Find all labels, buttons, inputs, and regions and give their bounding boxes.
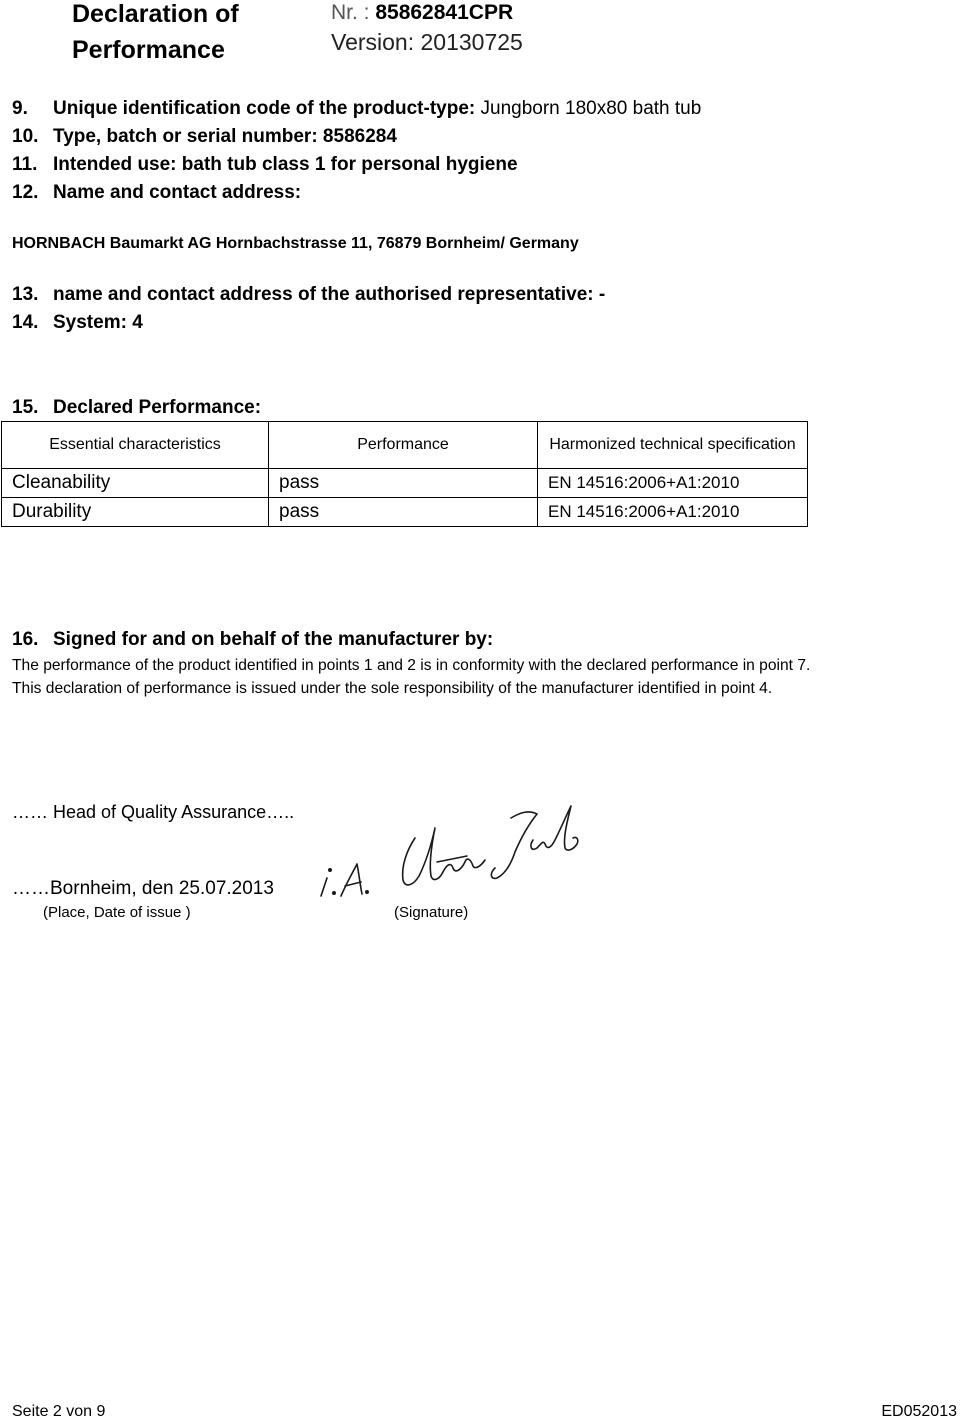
table-cell: EN 14516:2006+A1:2010 [538,469,808,498]
item-10-number: 10. [12,126,39,147]
table-cell: EN 14516:2006+A1:2010 [538,498,808,527]
table-header-cell: Harmonized technical specification [538,422,808,469]
item-15 [12,396,261,420]
document-version: Version: 20130725 [331,29,523,55]
document-title-line2: Performance [72,36,225,64]
signature-caption: (Signature) [394,904,469,921]
signatory-role: …… Head of Quality Assurance….. [12,802,295,822]
table-row [2,498,808,527]
item-16-number: 16. [12,629,39,650]
item-12-label: Name and contact address: [53,182,302,203]
item-14 [12,311,143,335]
place-and-date: ……Bornheim, den 25.07.2013 [12,878,274,899]
performance-table [1,421,808,527]
table-row [2,469,808,498]
conformity-paragraph: The performance of the product identified in points 1 and 2 is in conformity with the declared performance in point 7. [12,657,811,674]
item-11 [12,153,518,177]
document-number-prefix: Nr. : [331,1,376,24]
item-9-number: 9. [12,98,28,119]
item-16-label: Signed for and on behalf of the manufacturer by: [53,629,494,650]
item-11-label: Intended use: bath tub class 1 for personal hygiene [53,154,518,175]
table-header-cell: Essential characteristics [2,422,269,469]
item-14-number: 14. [12,312,39,333]
item-10-label: Type, batch or serial number: 8586284 [53,126,397,147]
item-9-value: Jungborn 180x80 bath tub [480,98,702,119]
table-header-cell: Performance [269,422,538,469]
item-14-label: System: 4 [53,312,143,333]
place-date-caption: (Place, Date of issue ) [43,904,191,921]
document-number-value: 85862841CPR [375,1,514,24]
table-cell: Durability [2,498,269,527]
item-11-number: 11. [12,154,38,175]
footer-code: ED052013 [881,1403,957,1420]
item-13-number: 13. [12,284,39,305]
item-16 [12,628,493,652]
item-12-number: 12. [12,182,39,203]
handwritten-signature [315,800,585,905]
manufacturer-address: HORNBACH Baumarkt AG Hornbachstrasse 11, 76879 Bornheim/ Germany [12,235,579,252]
item-9-label: Unique identification code of the product-type: [53,98,481,119]
table-header-row [2,422,808,469]
item-9 [12,97,701,121]
item-13 [12,283,605,307]
document-number [331,0,513,26]
item-15-number: 15. [12,397,39,418]
item-10 [12,125,397,149]
page-number: Seite 2 von 9 [12,1403,106,1420]
responsibility-paragraph: This declaration of performance is issued under the sole responsibility of the manufacturer identified in point 4. [12,680,773,697]
item-13-label: name and contact address of the authorised representative: - [53,284,606,305]
document-title-line1: Declaration of [72,0,239,28]
item-15-label: Declared Performance: [53,397,262,418]
item-12 [12,181,301,205]
signature-text: i.A. Andreas Jade [315,800,323,801]
document-title [72,0,239,68]
table-cell: pass [269,498,538,527]
table-cell: pass [269,469,538,498]
table-cell: Cleanability [2,469,269,498]
